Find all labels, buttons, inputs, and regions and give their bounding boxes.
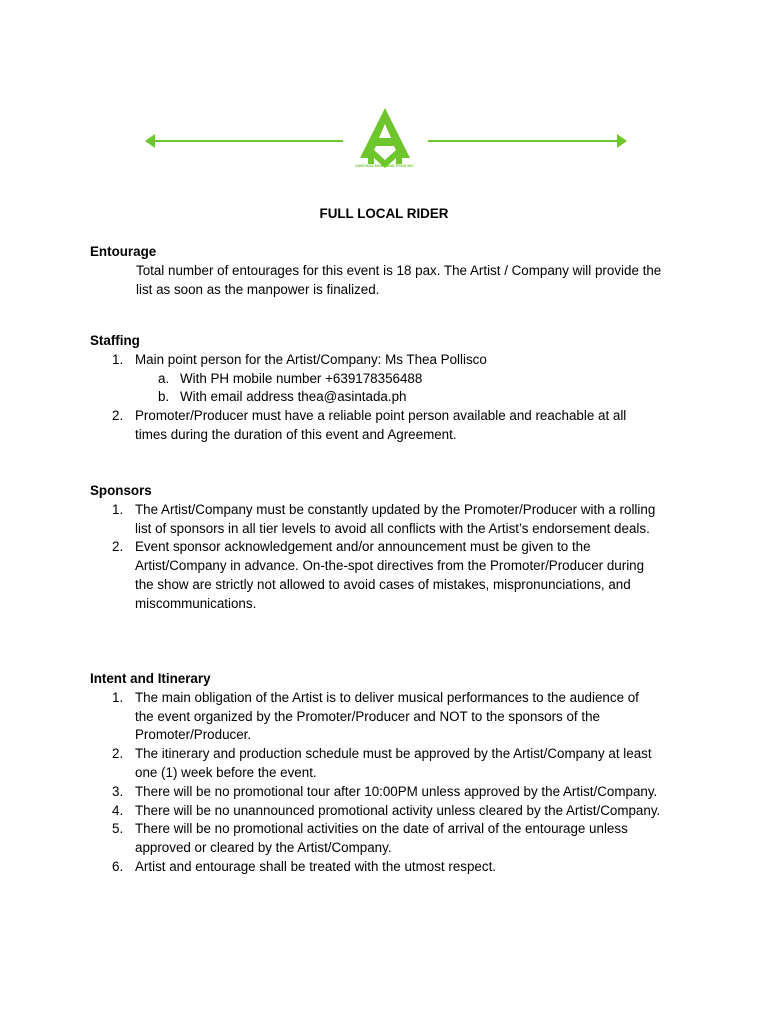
list-text: Main point person for the Artist/Company: Ms Thea Pollisco (135, 351, 487, 367)
list-text: one (1) week before the event. (135, 764, 317, 780)
sponsors-section (90, 482, 690, 614)
list-text: The Artist/Company must be constantly updated by the Promoter/Producer with a rolling (135, 501, 656, 517)
list-item (90, 820, 683, 858)
logo-tagline: ASINTADA MGMT AND PROD INC. (355, 164, 415, 168)
list-number: 2. (112, 746, 124, 762)
sponsors-heading: Sponsors (90, 483, 152, 498)
left-arrow-line (150, 140, 343, 142)
entourage-line: list as soon as the manpower is finalized. (136, 281, 380, 297)
list-number: 4. (112, 802, 124, 818)
list-item (90, 501, 683, 539)
list-number: 6. (112, 858, 124, 874)
list-item (90, 351, 683, 370)
document-header (0, 100, 768, 180)
list-text: There will be no promotional tour after 10:00PM unless approved by the Artist/Company. (135, 783, 658, 799)
entourage-heading: Entourage (90, 244, 157, 259)
list-text: times during the duration of this event and Agreement. (135, 426, 457, 442)
staffing-section (90, 332, 690, 445)
list-text: Event sponsor acknowledgement and/or announcement must be given to the (135, 539, 591, 555)
list-number: 1. (112, 689, 124, 705)
intent-itinerary-list (90, 689, 690, 877)
list-text: Promoter/Producer. (135, 727, 252, 743)
list-number: 2. (112, 408, 124, 424)
document-title: FULL LOCAL RIDER (319, 206, 449, 221)
staffing-heading: Staffing (90, 333, 140, 348)
list-text: miscommunications. (135, 595, 257, 611)
list-number: 5. (112, 821, 124, 837)
sub-list-item (90, 370, 690, 389)
sub-list-item (90, 388, 690, 407)
list-text: list of sponsors in all tier levels to avoid all conflicts with the Artist’s endorsement deals. (135, 520, 650, 536)
sponsors-list (90, 501, 690, 614)
intent-itinerary-section (90, 670, 690, 877)
list-number: 2. (112, 539, 124, 555)
asintada-logo-icon (356, 106, 414, 168)
list-item (90, 407, 683, 445)
entourage-section (90, 243, 690, 299)
list-item (90, 858, 683, 877)
list-item (90, 745, 683, 783)
list-item (90, 538, 683, 613)
right-arrow-head-icon (617, 134, 627, 148)
list-letter: a. (158, 370, 170, 386)
list-number: 1. (112, 501, 124, 517)
list-item (90, 689, 683, 745)
staffing-list (90, 351, 690, 445)
list-text: There will be no promotional activities on the date of arrival of the entourage unless (135, 821, 628, 837)
entourage-text (136, 262, 684, 300)
list-letter: b. (158, 389, 170, 405)
list-number: 3. (112, 783, 124, 799)
intent-itinerary-heading: Intent and Itinerary (90, 671, 211, 686)
list-item (90, 783, 683, 802)
list-text: Artist and entourage shall be treated with the utmost respect. (135, 858, 497, 874)
list-text: approved or cleared by the Artist/Company. (135, 840, 392, 856)
list-text: With email address thea@asintada.ph (180, 389, 407, 405)
list-text: There will be no unannounced promotional activity unless cleared by the Artist/Company. (135, 802, 661, 818)
list-item (90, 802, 683, 821)
list-text: The main obligation of the Artist is to deliver musical performances to the audience of (135, 689, 639, 705)
right-arrow-line (428, 140, 621, 142)
list-text: the show are strictly not allowed to avoid cases of mistakes, mispronunciations, and (135, 576, 631, 592)
list-number: 1. (112, 351, 124, 367)
list-text: With PH mobile number +639178356488 (180, 370, 423, 386)
list-text: The itinerary and production schedule must be approved by the Artist/Company at least (135, 746, 652, 762)
list-text: the event organized by the Promoter/Producer and NOT to the sponsors of the (135, 708, 600, 724)
list-text: Promoter/Producer must have a reliable point person available and reachable at all (135, 408, 627, 424)
list-text: Artist/Company in advance. On-the-spot directives from the Promoter/Producer during (135, 558, 645, 574)
entourage-line: Total number of entourages for this event is 18 pax. The Artist / Company will provide the (136, 262, 662, 278)
